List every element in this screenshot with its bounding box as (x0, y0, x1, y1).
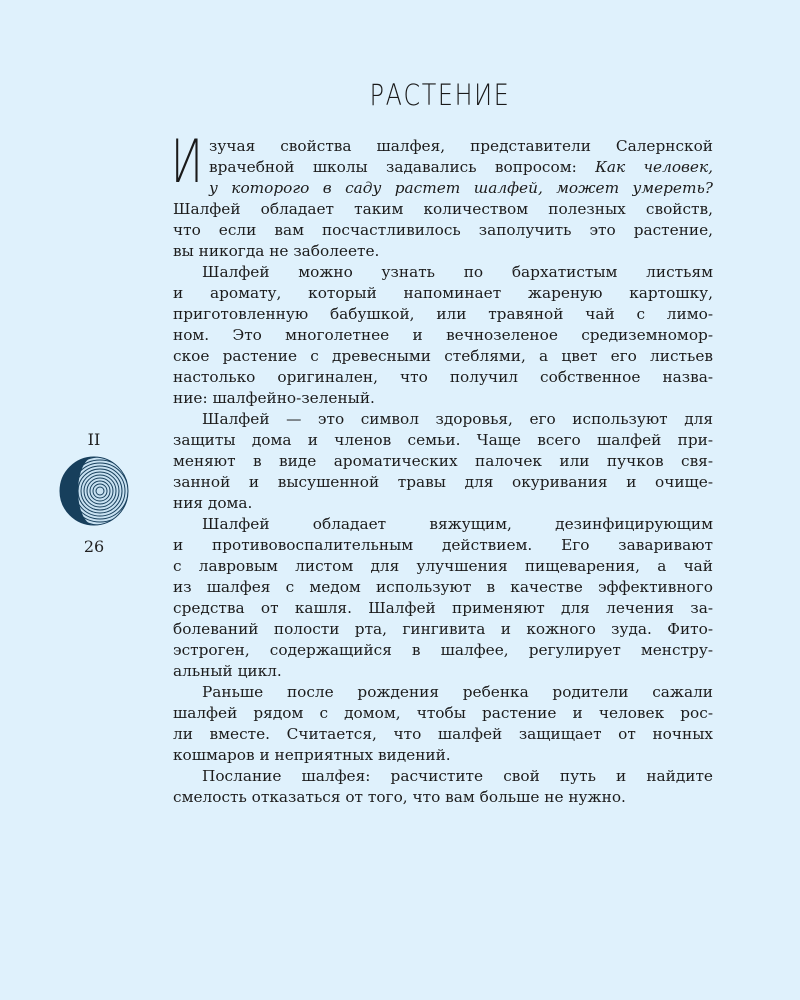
text-line: смелость отказаться от того, что вам больше не нужно. (173, 788, 626, 806)
text-line: приготовленную бабушкой, или травяной чай с лимо- (173, 305, 713, 323)
text-line: эстроген, содержащийся в шалфее, регулирует менстру- (173, 641, 713, 659)
text-line: кошмаров и неприятных видений. (173, 746, 451, 764)
text-line: Шалфей обладает вяжущим, дезинфицирующим (202, 515, 713, 533)
text-line: шалфей рядом с домом, чтобы растение и человек рос- (173, 704, 713, 722)
body-text (171, 127, 713, 808)
text-line: зучая свойства шалфея, представители Салернской (209, 137, 713, 155)
text-line: настолько оригинален, что получил собственное назва- (173, 368, 713, 386)
text-line: что если вам посчастливилось заполучить это растение, (173, 221, 713, 239)
text-line: и противовоспалительным действием. Его заваривают (173, 536, 713, 554)
text-line: с лавровым листом для улучшения пищеварения, а чай (173, 557, 713, 575)
page-title: РАСТЕНИЕ (369, 78, 511, 112)
text-line: болеваний полости рта, гингивита и кожного зуда. Фито- (173, 620, 713, 638)
text-line: защиты дома и членов семьи. Чаще всего шалфей при- (173, 431, 713, 449)
text-line: Шалфей — это символ здоровья, его используют для (202, 410, 713, 428)
text-line: вы никогда не заболеете. (173, 242, 380, 260)
text-line (173, 157, 713, 178)
text-line: Шалфей можно узнать по бархатистым листьям (202, 263, 713, 281)
text-line: средства от кашля. Шалфей применяют для лечения за- (173, 599, 713, 617)
italic-quote: Как человек, (595, 158, 713, 176)
page-number: 26 (83, 537, 105, 556)
italic-quote: у которого в саду растет шалфей, может умереть? (209, 179, 713, 197)
text-line: Раньше после рождения ребенка родители сажали (202, 683, 713, 701)
chapter-number: II (87, 430, 101, 449)
waning-moon-icon (58, 455, 130, 527)
text-line: меняют в виде ароматических палочек или пучков свя- (173, 452, 713, 470)
drop-cap: И (171, 127, 203, 197)
text-line: ном. Это многолетнее и вечнозеленое средиземномор- (173, 326, 713, 344)
text-line: занной и высушенной травы для окуривания и очище- (173, 473, 713, 491)
text-line: ли вместе. Считается, что шалфей защищает от ночных (173, 725, 713, 743)
text-line: ское растение с древесными стеблями, а цвет его листьев (173, 347, 713, 365)
chapter-marker (58, 430, 130, 556)
text-line: ния дома. (173, 494, 253, 512)
text-line: Послание шалфея: расчистите свой путь и найдите (202, 767, 713, 785)
text-line: альный цикл. (173, 662, 282, 680)
text-line: и аромату, который напоминает жареную картошку, (173, 284, 713, 302)
text-line-part: врачебной школы задавались вопросом: (209, 158, 596, 176)
text-line: Шалфей обладает таким количеством полезных свойств, (173, 200, 713, 218)
text-line: из шалфея с медом используют в качестве эффективного (173, 578, 713, 596)
text-line: ние: шалфейно-зеленый. (173, 389, 375, 407)
